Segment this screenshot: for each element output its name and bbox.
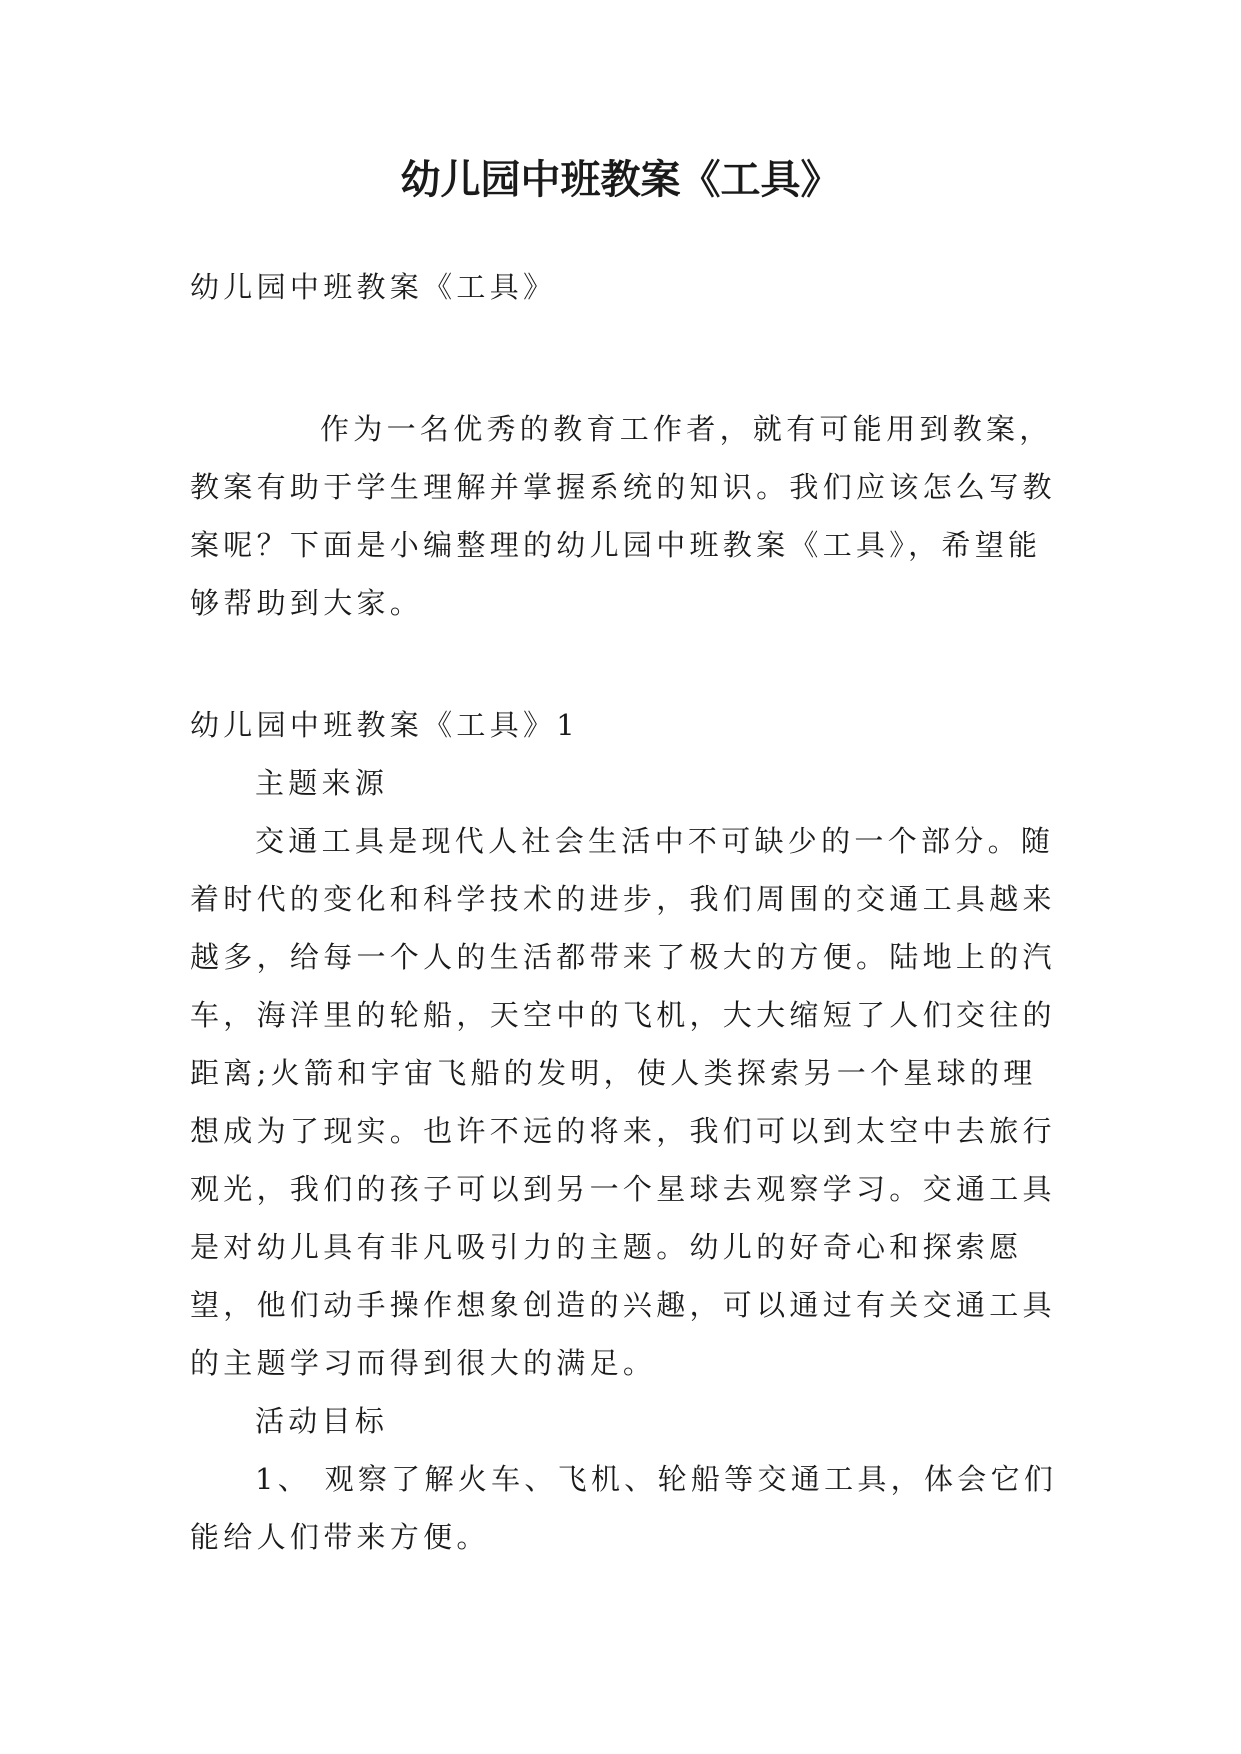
intro-text: 作为一名优秀的教育工作者，就有可能用到教案，教案有助于学生理解并掌握系统的知识。我们应该怎么写教案呢？下面是小编整理的幼儿园中班教案《工具》，希望能够帮助到大家。 [190,412,1056,620]
document-subtitle: 幼儿园中班教案《工具》 [190,270,557,304]
theme-source-text: 交通工具是现代人社会生活中不可缺少的一个部分。随着时代的变化和科学技术的进步，我们周围的交通工具越来越多，给每一个人的生活都带来了极大的方便。陆地上的汽车，海洋里的轮船，天空中的飞机，大大缩短了人们交往的距离;火箭和宇宙飞船的发明，使人类探索另一个星球的理想成为了现实。也许不远的将来，我们可以到太空中去旅行观光，我们的孩子可以到另一个星球去观察学习。交通工具是对幼儿具有非凡吸引力的主题。幼儿的好奇心和探索愿望，他们动手操作想象创造的兴趣，可以通过有关交通工具的主题学习而得到很大的满足。 [190,824,1056,1380]
theme-source-paragraph [190,812,1060,1392]
document-title: 幼儿园中班教案《工具》 [400,157,841,203]
section-heading: 幼儿园中班教案《工具》1 [190,708,580,742]
goals-label: 活动目标 [255,1404,389,1438]
theme-source-label: 主题来源 [255,766,389,800]
intro-paragraph [190,400,1060,632]
goal-1-text: 1、 观察了解火车、飞机、轮船等交通工具，体会它们能给人们带来方便。 [190,1462,1058,1554]
section-1 [190,696,1060,1566]
goal-item-1 [190,1450,1060,1566]
